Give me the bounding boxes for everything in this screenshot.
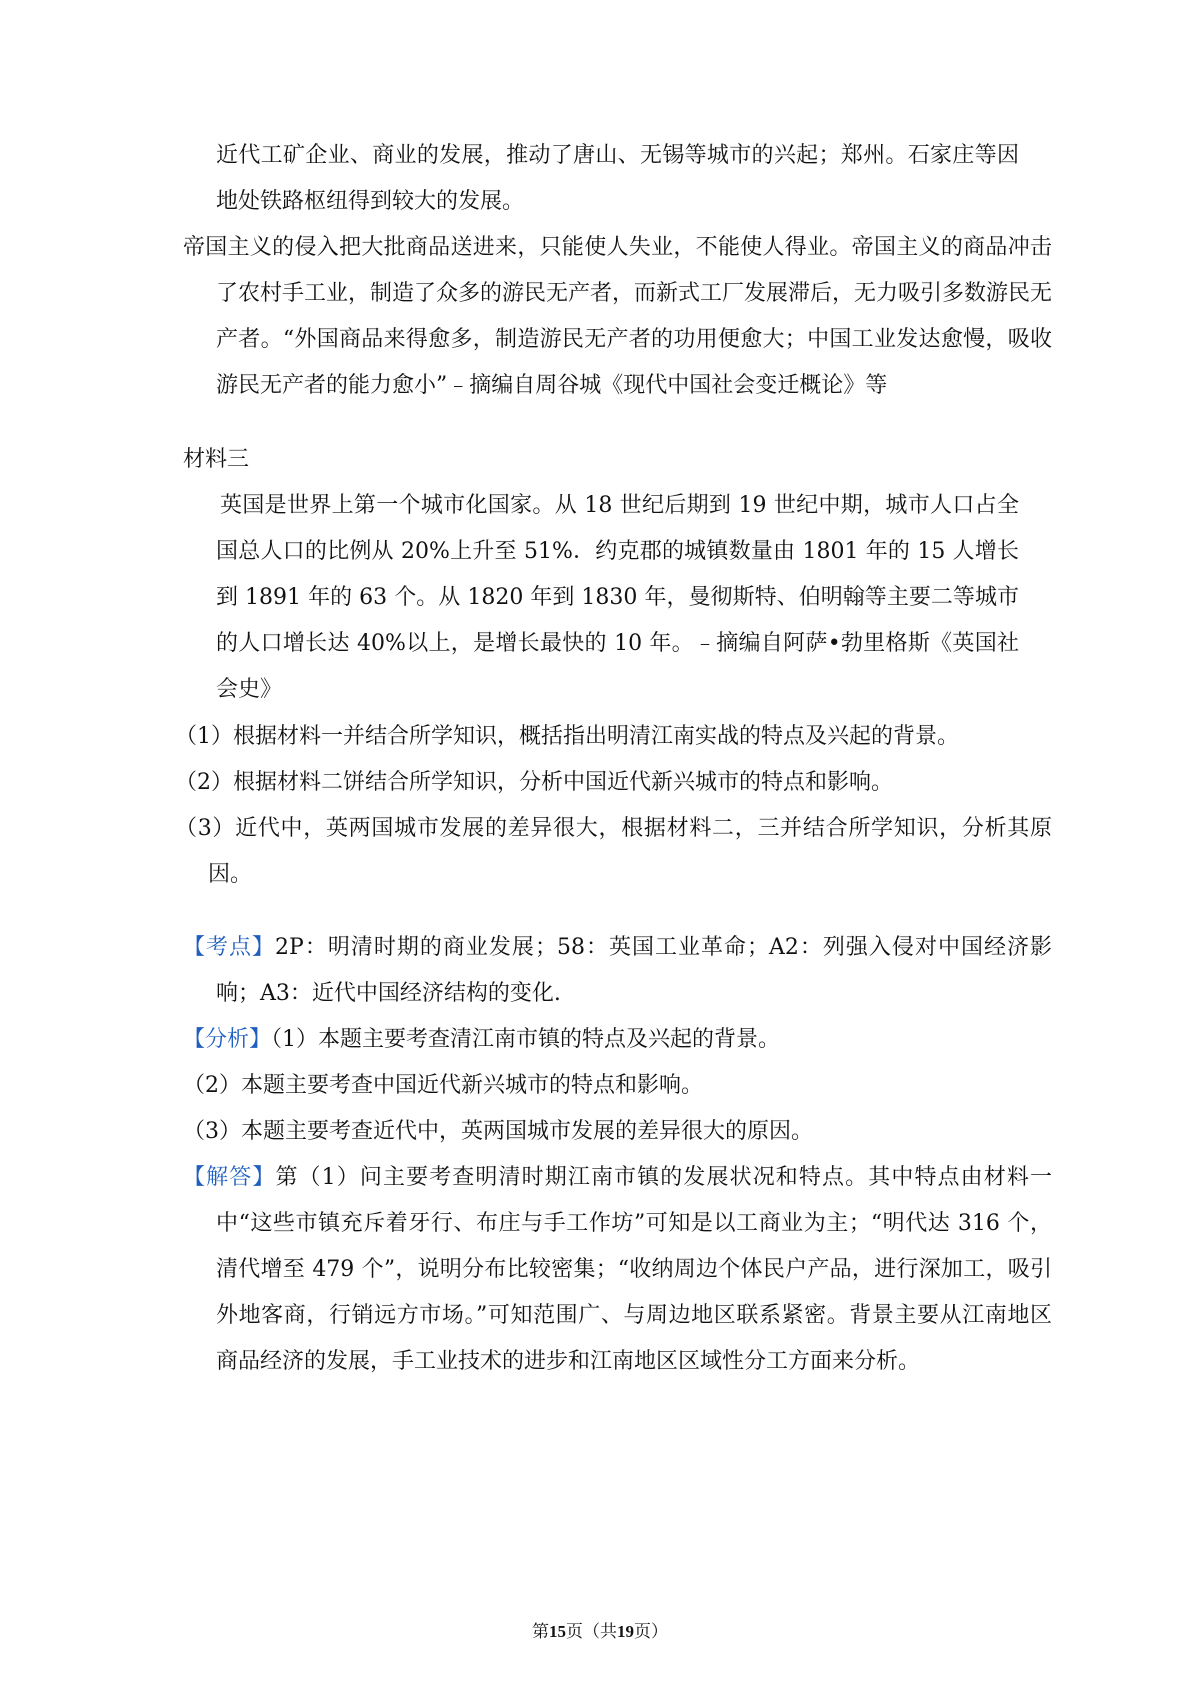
jieda-text: 第（1）问主要考查明清时期江南市镇的发展状况和特点。其中特点由材料一中“这些市镇充斥着牙行、布庄与手工作坊”可知是以工商业为主；“明代达 316 个，清代增至 479 个”，说明分布比较密集；“收纳周边个体民户产品，进行深加工，吸引外地客商，行销远方市场。”可知范围广、与周边地区联系紧密。背景主要从江南地区商品经济的发展，手工业技术的进步和江南地区区域性分工方面来分析。	[216, 1165, 1052, 1374]
footer-suffix: 页）	[634, 1622, 668, 1642]
question-3: （3）近代中，英两国城市发展的差异很大，根据材料二，三并结合所学知识，分析其原因。	[175, 816, 1052, 887]
material2-paragraph-2: 帝国主义的侵入把大批商品送进来，只能使人失业，不能使人得业。帝国主义的商品冲击了农村手工业，制造了众多的游民无产者，而新式工厂发展滞后，无力吸引多数游民无产者。“外国商品来得愈多，制造游民无产者的功用便愈大；中国工业发达愈慢，吸收游民无产者的能力愈小”﹣摘编自周谷城《现代中国社会变迁概论》等	[183, 235, 1053, 398]
page-footer	[0, 1620, 1200, 1644]
footer-middle: 页（共	[566, 1622, 617, 1642]
footer-page-number: 15	[549, 1622, 566, 1641]
kaodian-tag: 【考点】	[183, 935, 276, 960]
material2-paragraph-1: 近代工矿企业、商业的发展，推动了唐山、无锡等城市的兴起；郑州。石家庄等因地处铁路枢纽得到较大的发展。	[216, 143, 1019, 214]
material3-paragraph: 英国是世界上第一个城市化国家。从 18 世纪后期到 19 世纪中期，城市人口占全国总人口的比例从 20%上升至 51%．约克郡的城镇数量由 1801 年的 15 人增长到 1891 年的 63 个。从 1820 年到 1830 年，曼彻斯特、伯明翰等主要二等城市的人口增长达 40%以上，是增长最快的 10 年。﹣摘编自阿萨•勃里格斯《英国社会史》	[216, 493, 1019, 702]
fenxi-line-3: （3）本题主要考查近代中，英两国城市发展的差异很大的原因。	[183, 1119, 813, 1144]
fenxi-line-2: （2）本题主要考查中国近代新兴城市的特点和影响。	[183, 1073, 703, 1098]
kaodian-text: 2P：明清时期的商业发展；58：英国工业革命；A2：列强入侵对中国经济影响；A3：近代中国经济结构的变化.	[216, 935, 1052, 1006]
fenxi-line-1: （1）本题主要考查清江南市镇的特点及兴起的背景。	[271, 1027, 781, 1052]
footer-prefix: 第	[532, 1622, 549, 1642]
question-1: （1）根据材料一并结合所学知识，概括指出明清江南实战的特点及兴起的背景。	[175, 724, 959, 749]
fenxi-section	[183, 1017, 1019, 1155]
material3-heading: 材料三	[183, 447, 250, 472]
kaodian-section	[183, 925, 1052, 1017]
footer-total-pages: 19	[617, 1622, 634, 1641]
fenxi-tag: 【分析】	[183, 1027, 272, 1052]
jieda-tag: 【解答】	[183, 1165, 276, 1190]
jieda-section	[183, 1155, 1052, 1385]
question-2: （2）根据材料二饼结合所学知识，分析中国近代新兴城市的特点和影响。	[175, 770, 893, 795]
